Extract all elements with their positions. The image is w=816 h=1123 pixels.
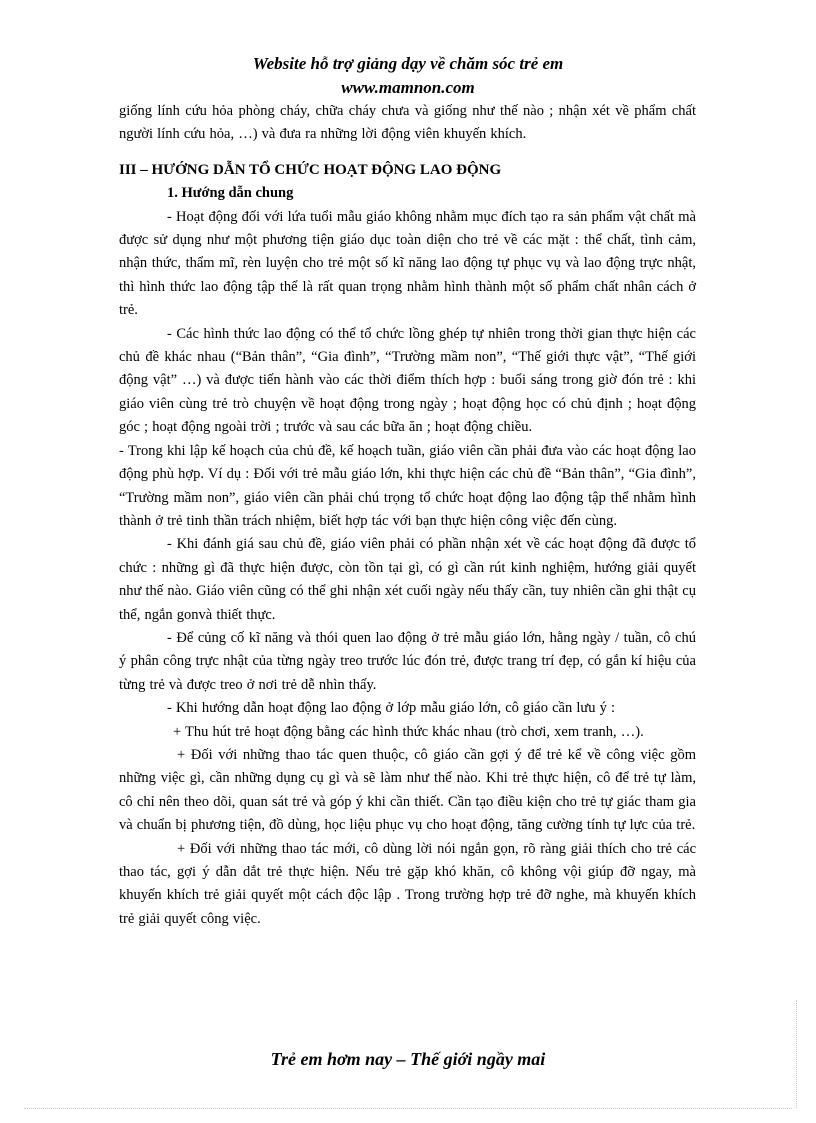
site-url: www.mamnon.com xyxy=(341,78,475,97)
page-side-border xyxy=(796,1000,797,1108)
section-heading: III – HƯỚNG DẪN TỔ CHỨC HOẠT ĐỘNG LAO ĐỘNG xyxy=(119,161,502,178)
paragraph-9: + Đối với những thao tác mới, cô dùng lời nói ngắn gọn, rõ ràng giải thích cho trẻ các thao tác, gợi ý dẫn dắt trẻ thực hiện. Nếu trẻ gặp khó khăn, cô không vội giúp đỡ ngay, mà khuyến khích trẻ giải quyết một cách độc lập . Trong trường hợp trẻ đỡ nghe, mà khuyến khích trẻ giải quyết công việc. xyxy=(119,840,696,927)
paragraph-2: - Các hình thức lao động có thể tổ chức lồng ghép tự nhiên trong thời gian thực hiện các chủ đề khác nhau (“Bản thân”, “Gia đình”, “Trường mầm non”, “Thế giới thực vật”, “Thế giới động vật” …) và được tiến hành vào các thời điểm thích hợp : buổi sáng trong giờ đón trẻ : khi giáo viên cùng trẻ trò chuyện về hoạt động trong ngày ; hoạt động học có chủ định ; hoạt động góc ; hoạt động ngoài trời ; trước và sau các bữa ăn ; hoạt động chiều. xyxy=(119,325,696,436)
site-title: Website hỗ trợ giảng dạy về chăm sóc trẻ em xyxy=(252,54,564,73)
paragraph-7: + Thu hút trẻ hoạt động bằng các hình thức khác nhau (trò chơi, xem tranh, …). xyxy=(173,723,644,740)
page-bottom-border xyxy=(24,1108,792,1109)
subheading: 1. Hướng dẫn chung xyxy=(167,185,294,202)
intro-paragraph: giống lính cứu hỏa phòng cháy, chữa cháy chưa và giống như thế nào ; nhận xét về phẩm chất người lính cứu hỏa, …) và đưa ra những lời động viên khuyến khích. xyxy=(119,103,696,143)
paragraph-8: + Đối với những thao tác quen thuộc, cô giáo cần gợi ý để trẻ kể về công việc gồm những việc gì, cần những dụng cụ gì và sẽ làm như thế nào. Khi trẻ thực hiện, cô để trẻ tự làm, cô chỉ nên theo dõi, quan sát trẻ và góp ý khi cần thiết. Cần tạo điều kiện cho trẻ tự giác tham gia và chuẩn bị phương tiện, đồ dùng, học liệu phục vụ cho hoạt động, tăng cường tính tự lực của trẻ. xyxy=(119,746,696,834)
paragraph-4: - Khi đánh giá sau chủ đề, giáo viên phải có phần nhận xét về các hoạt động đã được tổ chức : những gì đã thực hiện được, còn tồn tại gì, có gì cần rút kinh nghiệm, hướng giải quyết như thế nào. Giáo viên cũng có thể ghi nhận xét cuối ngày nếu thấy cần, tuy nhiên cần ghi thật cụ thể, ngắn gonvà thiết thực. xyxy=(119,536,696,623)
paragraph-5: - Để củng cố kĩ năng và thói quen lao động ở trẻ mẫu giáo lớn, hằng ngày / tuần, cô chú ý phân công trực nhật của từng ngày treo trước lúc đón trẻ, được trang trí đẹp, có gắn kí hiệu của từng trẻ và được treo ở nơi trẻ dễ nhìn thấy. xyxy=(119,629,696,693)
paragraph-6: - Khi hướng dẫn hoạt động lao động ở lớp mẫu giáo lớn, cô giáo cần lưu ý : xyxy=(167,700,616,717)
paragraph-1: - Hoạt động đối với lứa tuổi mẫu giáo không nhằm mục đích tạo ra sản phẩm vật chất mà được sử dụng như một phương tiện giáo dục toàn diện cho trẻ về các mặt : thể chất, tình cảm, nhận thức, thẩm mĩ, rèn luyện cho trẻ một số kĩ năng lao động tự phục vụ và lao động trực nhật, thì hình thức lao động tập thể là rất quan trọng nhằm hình thành một số phẩm chất nhân cách ở trẻ. xyxy=(119,208,696,319)
paragraph-3: - Trong khi lập kế hoạch của chủ đề, kế hoạch tuần, giáo viên cần phải đưa vào các hoạt động lao động phù hợp. Ví dụ : Đối với trẻ mẫu giáo lớn, khi thực hiện các chủ đề “Bản thân”, “Gia đình”, “Trường mầm non”, giáo viên cần phải chú trọng tổ chức hoạt động lao động tập thể nhằm hình thành ở trẻ tinh thần trách nhiệm, biết hợp tác với bạn thực hiện công việc đến cùng. xyxy=(119,442,696,529)
page-footer-slogan: Trẻ em hơm nay – Thế giới ngầy mai xyxy=(270,1049,546,1069)
page-header xyxy=(0,52,816,100)
document-body xyxy=(119,100,696,931)
